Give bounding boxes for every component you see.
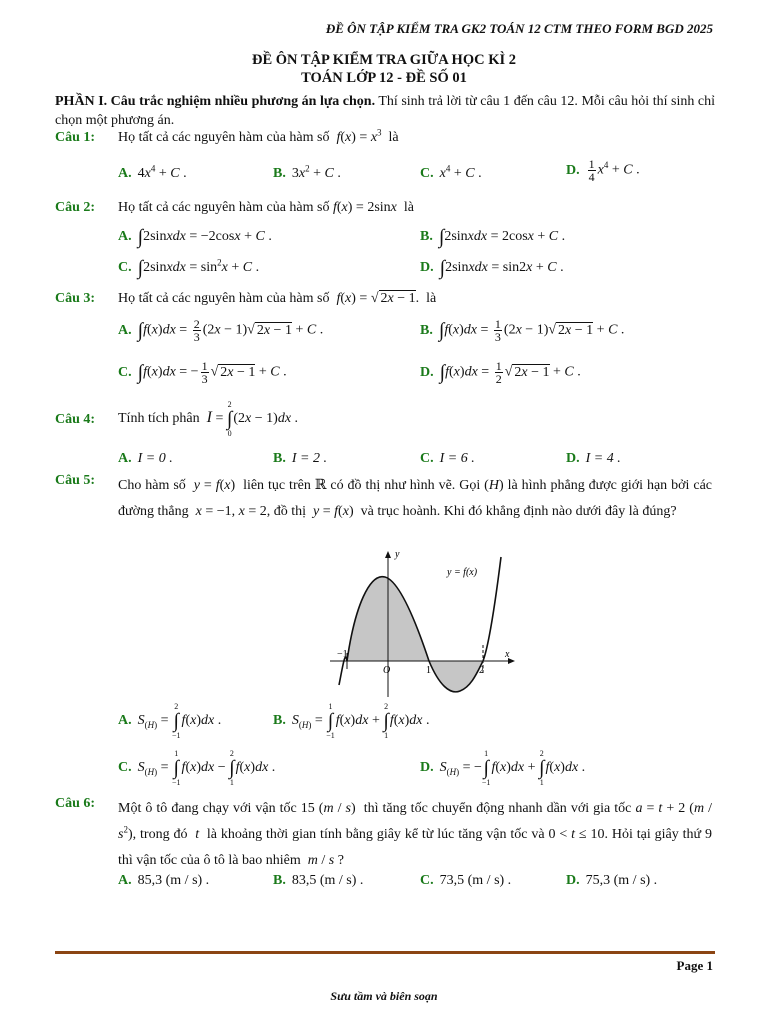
q3-option-c[interactable]: C. ∫f(x)dx = − $\frac{1}{3}$ √ 2x − 1 + C . <box>118 359 287 386</box>
tick-label-minus-1: −1 <box>337 649 348 660</box>
q1-option-c[interactable]: C. $x^4 + C$ . <box>420 163 482 181</box>
part1-text: Thí sinh trả lời từ câu 1 đến câu 12. Mỗi câu hỏi thí sinh chỉ chọn một phương án. <box>55 94 715 128</box>
question-6-label: Câu 6: <box>55 796 96 811</box>
q3-option-d[interactable]: D. ∫f(x)dx = $\frac{1}{2}$ √ 2x − 1 + C . <box>420 359 581 386</box>
function-graph <box>325 545 525 700</box>
q2-option-b[interactable]: B. ∫2sinxdx = 2cosx + C . <box>420 225 566 248</box>
q6-option-c[interactable]: C. 73,5 (m / s) . <box>420 873 512 888</box>
q4-option-a[interactable]: A. I = 0 . <box>118 451 173 466</box>
y-axis-arrow <box>385 551 391 558</box>
tick-label-1: 1 <box>426 665 431 676</box>
y-axis-label: y <box>395 549 400 560</box>
question-5-text: Cho hàm số y = f(x) liên tục trên ℝ có đồ thị như hình vẽ. Gọi (H) là hình phẳng được giới hạn bởi các đường thẳng x = −1, x = 2, đồ thị y = f(x) và trục hoành. Khi đó khẳng định nào dưới đây là đúng? <box>118 478 712 519</box>
question-1-label: Câu 1: <box>55 130 96 145</box>
question-6-text: Một ô tô đang chạy với vận tốc 15 (m / s) thì tăng tốc chuyển động nhanh dần với gia tốc a = t + 2 $(m / s^2)$, trong đó t là khoảng thời gian tính bằng giây kể từ lúc tăng vận tốc và 0 < t ≤ 10. Hỏi tại giây thứ 9 thì vận tốc của ô tô là bao nhiêm m / s ? <box>118 801 713 868</box>
tick-label-2: 2 <box>479 665 484 676</box>
q2-option-a[interactable]: A. ∫2sinxdx = −2cosx + C . <box>118 225 272 248</box>
q5-option-a[interactable]: A. $S_{(H)}$ = 2 ∫ −1 f(x)dx . <box>118 702 222 740</box>
q5-option-d[interactable]: D. $S_{(H)}$ = − 1 ∫ −1 f(x)dx + 2 ∫ 1 f(x)dx . <box>420 749 586 787</box>
origin-label: O <box>383 665 391 676</box>
curve-label: y = f(x) <box>447 567 478 578</box>
q1-option-d[interactable]: D. $\frac{1}{4}$ $x^4 + C$ . <box>566 157 640 184</box>
part1-label: PHẦN I. Câu trắc nghiệm nhiều phương án lựa chọn. <box>55 94 376 109</box>
exam-subtitle: TOÁN LỚP 12 - ĐỀ SỐ 01 <box>301 70 467 86</box>
q1-option-a[interactable]: A. $4x^4 + C$ . <box>118 163 187 181</box>
question-3-text: Họ tất cả các nguyên hàm của hàm số f(x) = √ 2x − 1. là <box>118 291 437 306</box>
footer-divider <box>55 951 715 954</box>
q5-option-c[interactable]: C. $S_{(H)}$ = 1 ∫ −1 f(x)dx − 2 ∫ 1 f(x)dx . <box>118 749 276 787</box>
footer-credit: Sưu tầm và biên soạn <box>330 989 438 1003</box>
q4-option-c[interactable]: C. I = 6 . <box>420 451 475 466</box>
question-3-label: Câu 3: <box>55 291 96 306</box>
q1-option-b[interactable]: B. $3x^2 + C$ . <box>273 163 341 181</box>
q4-option-b[interactable]: B. I = 2 . <box>273 451 327 466</box>
q6-option-b[interactable]: B. 83,5 (m / s) . <box>273 873 364 888</box>
exam-title: ĐỀ ÔN TẬP KIỂM TRA GIỮA HỌC KÌ 2 <box>252 52 516 68</box>
document-header: ĐỀ ÔN TẬP KIỂM TRA GK2 TOÁN 12 CTM THEO FORM BGD 2025 <box>325 21 713 36</box>
q6-option-a[interactable]: A. 85,3 (m / s) . <box>118 873 210 888</box>
q6-option-d[interactable]: D. 75,3 (m / s) . <box>566 873 658 888</box>
q3-option-b[interactable]: B. ∫f(x)dx = $\frac{1}{3}$ (2x − 1)√ 2x − 1 + C . <box>420 317 625 344</box>
question-5-label: Câu 5: <box>55 473 96 488</box>
x-axis-label: x <box>505 649 510 660</box>
part1-instructions <box>55 92 715 130</box>
page-number: Page 1 <box>676 958 713 973</box>
question-4-text: Tính tích phân I = 2 ∫ 0 (2x − 1)dx . <box>118 400 299 438</box>
q3-option-a[interactable]: A. ∫f(x)dx = $\frac{2}{3}$ (2x − 1)√ 2x − 1 + C . <box>118 317 324 344</box>
question-1-text: Họ tất cả các nguyên hàm của hàm số $f(x) = x^3$ là <box>118 127 399 145</box>
question-4-label: Câu 4: <box>55 412 96 427</box>
q2-option-c[interactable]: C. ∫2sinxdx = $\sin^2x + C$ . <box>118 256 260 279</box>
q5-option-b[interactable]: B. $S_{(H)}$ = 1 ∫ −1 f(x)dx + 2 ∫ 1 f(x)dx . <box>273 702 430 740</box>
question-2-label: Câu 2: <box>55 200 96 215</box>
q2-option-d[interactable]: D. ∫2sinxdx = sin2x + C . <box>420 256 564 279</box>
question-2-text: Họ tất cả các nguyên hàm của hàm số f(x) = 2sinx là <box>118 200 414 215</box>
q4-option-d[interactable]: D. I = 4 . <box>566 451 621 466</box>
